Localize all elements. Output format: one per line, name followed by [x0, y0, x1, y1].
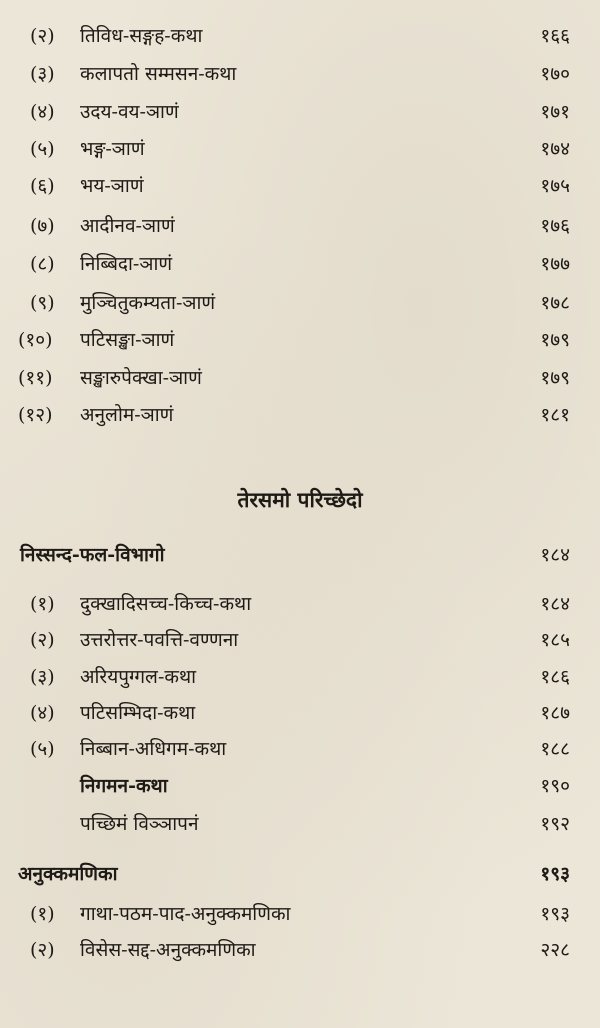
entry-title: गाथा-पठम-पाद-अनुक्कमणिका	[80, 903, 291, 925]
entry-number: (१२)	[18, 404, 53, 426]
toc-entry	[0, 94, 600, 130]
entry-number: (६)	[30, 175, 55, 197]
entry-page: १७१	[540, 101, 570, 123]
toc-entry	[0, 322, 600, 358]
toc-entry	[0, 397, 600, 433]
entry-title: तिविध-सङ्गह-कथा	[80, 25, 203, 47]
entry-title: निब्बिदा-ञाणं	[80, 253, 173, 275]
entry-title: अनुलोम-ञाणं	[80, 404, 174, 426]
entry-page: १७०	[540, 63, 570, 85]
toc-entry	[0, 932, 600, 968]
entry-title: कलापतो सम्मसन-कथा	[80, 63, 237, 85]
entry-page: १६६	[540, 25, 570, 47]
entry-page: २२८	[540, 939, 570, 961]
toc-entry	[0, 622, 600, 658]
toc-entry	[0, 659, 600, 695]
entry-number: (९)	[30, 292, 55, 314]
toc-entry	[0, 695, 600, 731]
entry-page: १७८	[540, 292, 570, 314]
toc-entry	[0, 360, 600, 396]
entry-number: (३)	[30, 63, 55, 85]
entry-number: (२)	[30, 939, 55, 961]
entry-page: १७९	[540, 329, 570, 351]
entry-page: १८४	[540, 593, 570, 615]
section-title: अनुक्कमणिका	[18, 863, 118, 885]
entry-title: मुञ्चितुकम्यता-ञाणं	[80, 292, 216, 314]
toc-entry	[0, 56, 600, 92]
entry-page: १९३	[540, 903, 570, 925]
entry-title: उत्तरोत्तर-पवत्ति-वण्णना	[80, 629, 239, 651]
entry-number: (११)	[18, 367, 53, 389]
entry-title: भय-ञाणं	[80, 175, 144, 197]
entry-page: १९२	[540, 813, 570, 835]
entry-number: (७)	[30, 215, 55, 237]
entry-title: उदय-वय-ञाणं	[80, 101, 179, 123]
entry-title: पटिसम्भिदा-कथा	[80, 702, 196, 724]
entry-title: अरियपुग्गल-कथा	[80, 666, 197, 688]
entry-number: (३)	[30, 666, 55, 688]
entry-title: पच्छिमं विञ्ञापनं	[80, 813, 199, 835]
entry-number: (५)	[30, 738, 55, 760]
section-entry	[0, 856, 600, 892]
entry-number: (२)	[30, 25, 55, 47]
entry-title: पटिसङ्खा-ञाणं	[80, 329, 175, 351]
entry-number: (१०)	[18, 329, 53, 351]
entry-title: दुक्खादिसच्च-किच्च-कथा	[80, 593, 252, 615]
entry-number: (२)	[30, 629, 55, 651]
entry-page: १७४	[540, 138, 570, 160]
entry-number: (१)	[30, 593, 55, 615]
entry-page: १७५	[540, 175, 570, 197]
section-title: निस्सन्द-फल-विभागो	[20, 544, 165, 566]
entry-title: आदीनव-ञाणं	[80, 215, 175, 237]
entry-title: भङ्ग-ञाणं	[80, 138, 145, 160]
entry-number: (१)	[30, 903, 55, 925]
entry-title: निगमन-कथा	[80, 775, 168, 797]
chapter-heading: तेरसमो परिच्छेदो	[237, 487, 363, 512]
toc-entry	[0, 768, 600, 804]
toc-entry	[0, 208, 600, 244]
section-entry	[0, 537, 600, 573]
entry-page: १७६	[540, 215, 570, 237]
toc-entry	[0, 731, 600, 767]
entry-page: १७९	[540, 367, 570, 389]
toc-entry	[0, 246, 600, 282]
toc-entry	[0, 168, 600, 204]
toc-entry	[0, 896, 600, 932]
entry-page: १८४	[540, 544, 570, 566]
entry-page: १८८	[540, 738, 570, 760]
toc-entry	[0, 806, 600, 842]
entry-number: (४)	[30, 702, 55, 724]
toc-entry	[0, 285, 600, 321]
entry-title: सङ्खारुपेक्खा-ञाणं	[80, 367, 202, 389]
toc-entry	[0, 18, 600, 54]
entry-page: १९३	[540, 863, 570, 885]
toc-entry	[0, 586, 600, 622]
entry-title: विसेस-सद्द-अनुक्कमणिका	[80, 939, 256, 961]
toc-entry	[0, 131, 600, 167]
entry-number: (४)	[30, 101, 55, 123]
entry-number: (५)	[30, 138, 55, 160]
entry-number: (८)	[30, 253, 55, 275]
entry-page: १९०	[540, 775, 570, 797]
entry-page: १८६	[540, 666, 570, 688]
entry-page: १७७	[540, 253, 570, 275]
entry-page: १८७	[540, 702, 570, 724]
entry-title: निब्बान-अधिगम-कथा	[80, 738, 227, 760]
entry-page: १८५	[540, 629, 570, 651]
entry-page: १८१	[540, 404, 570, 426]
